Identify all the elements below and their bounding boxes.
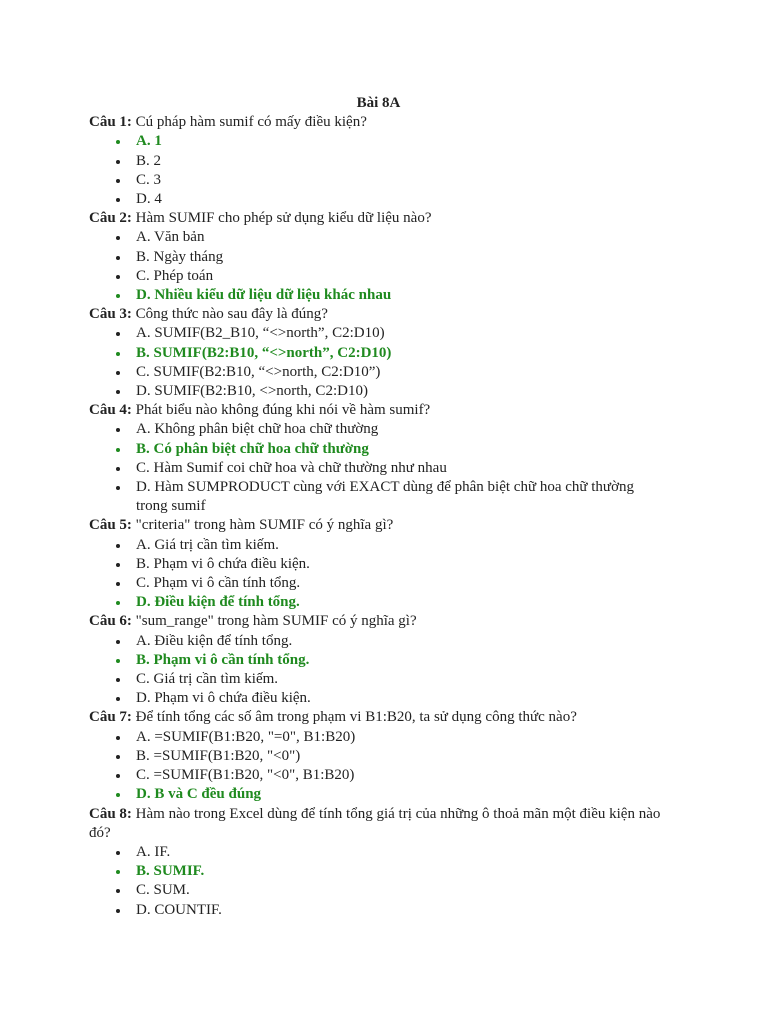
question-prompt: "criteria" trong hàm SUMIF có ý nghĩa gì? <box>131 517 394 534</box>
answer-option: A. Văn bản <box>136 228 668 247</box>
question-label: Câu 7: <box>89 709 132 726</box>
question-text <box>89 401 668 420</box>
question-text <box>89 305 668 324</box>
question-text <box>89 708 668 727</box>
question-text <box>89 805 668 843</box>
answer-option: C. Giá trị cần tìm kiếm. <box>136 670 668 689</box>
document-title: Bài 8A <box>356 95 401 111</box>
question-label: Câu 1: <box>89 114 132 131</box>
answer-option: C. Phép toán <box>136 267 668 286</box>
answer-option: C. Phạm vi ô cần tính tổng. <box>136 574 668 593</box>
question-8 <box>89 805 668 920</box>
answer-option: B. SUMIF(B2:B10, “<>north”, C2:D10) <box>136 344 668 363</box>
question-4 <box>89 401 668 516</box>
answer-option: A. 1 <box>136 132 668 151</box>
answer-option: C. SUM. <box>136 881 668 900</box>
answer-option: B. Ngày tháng <box>136 248 668 267</box>
answer-option: C. SUMIF(B2:B10, “<>north, C2:D10”) <box>136 363 668 382</box>
answer-option: A. Điều kiện để tính tổng. <box>136 632 668 651</box>
answer-option: B. Có phân biệt chữ hoa chữ thường <box>136 440 668 459</box>
answer-option: D. SUMIF(B2:B10, <>north, C2:D10) <box>136 382 668 401</box>
question-1 <box>89 113 668 209</box>
question-label: Câu 4: <box>89 402 132 419</box>
answer-option: D. Nhiều kiểu dữ liệu dữ liệu khác nhau <box>136 286 668 305</box>
question-label: Câu 3: <box>89 306 132 323</box>
answer-option: D. 4 <box>136 190 668 209</box>
answer-option: A. =SUMIF(B1:B20, "=0", B1:B20) <box>136 728 668 747</box>
question-prompt: "sum_range" trong hàm SUMIF có ý nghĩa gì? <box>131 613 417 630</box>
answer-list <box>89 843 668 920</box>
question-text <box>89 612 668 631</box>
answer-option: D. Phạm vi ô chứa điều kiện. <box>136 689 668 708</box>
question-prompt: Cú pháp hàm sumif có mấy điều kiện? <box>131 114 367 131</box>
answer-option: D. B và C đều đúng <box>136 785 668 804</box>
question-6 <box>89 612 668 708</box>
answer-option: C. 3 <box>136 171 668 190</box>
question-text <box>89 113 668 132</box>
answer-list <box>89 228 668 305</box>
answer-option: A. Giá trị cần tìm kiếm. <box>136 536 668 555</box>
question-text <box>89 209 668 228</box>
answer-list <box>89 728 668 805</box>
question-prompt: Hàm nào trong Excel dùng để tính tổng giá trị của những ô thoả mãn một điều kiện nào đó? <box>89 805 661 841</box>
answer-list <box>89 536 668 613</box>
answer-option: A. SUMIF(B2_B10, “<>north”, C2:D10) <box>136 324 668 343</box>
answer-list <box>89 324 668 401</box>
answer-option: D. COUNTIF. <box>136 901 668 920</box>
answer-option: B. 2 <box>136 152 668 171</box>
question-prompt: Công thức nào sau đây là đúng? <box>131 306 328 323</box>
answer-option: B. =SUMIF(B1:B20, "<0") <box>136 747 668 766</box>
answer-option: B. Phạm vi ô chứa điều kiện. <box>136 555 668 574</box>
question-2 <box>89 209 668 305</box>
answer-list <box>89 132 668 209</box>
answer-option: A. IF. <box>136 843 668 862</box>
question-label: Câu 2: <box>89 210 132 227</box>
question-label: Câu 8: <box>89 805 132 822</box>
answer-list <box>89 420 668 516</box>
answer-list <box>89 632 668 709</box>
answer-option: C. =SUMIF(B1:B20, "<0", B1:B20) <box>136 766 668 785</box>
question-5 <box>89 516 668 612</box>
question-text <box>89 516 668 535</box>
question-7 <box>89 708 668 804</box>
answer-option: B. Phạm vi ô cần tính tổng. <box>136 651 668 670</box>
question-prompt: Phát biểu nào không đúng khi nói về hàm sumif? <box>131 402 431 419</box>
question-label: Câu 6: <box>89 613 132 630</box>
answer-option: A. Không phân biệt chữ hoa chữ thường <box>136 420 668 439</box>
question-label: Câu 5: <box>89 517 132 534</box>
question-prompt: Để tính tổng các số âm trong phạm vi B1:B20, ta sử dụng công thức nào? <box>131 709 577 726</box>
question-3 <box>89 305 668 401</box>
question-prompt: Hàm SUMIF cho phép sử dụng kiểu dữ liệu nào? <box>131 210 432 227</box>
answer-option: B. SUMIF. <box>136 862 668 881</box>
answer-option: C. Hàm Sumif coi chữ hoa và chữ thường như nhau <box>136 459 668 478</box>
answer-option: D. Hàm SUMPRODUCT cùng với EXACT dùng để phân biệt chữ hoa chữ thường trong sumif <box>136 478 668 516</box>
answer-option: D. Điều kiện để tính tổng. <box>136 593 668 612</box>
